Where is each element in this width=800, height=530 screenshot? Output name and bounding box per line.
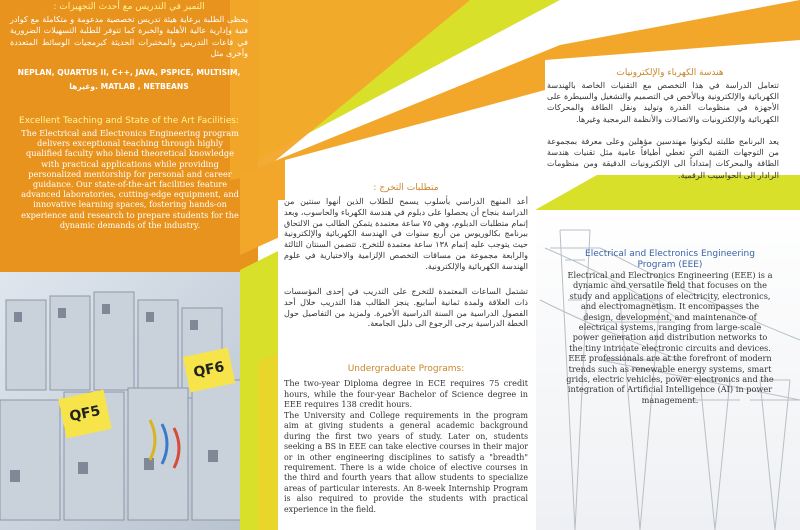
right-ar-body-1: تتعامل الدراسة في هذا التخصص مع التقنيات الخاصة بالهندسة الكهربائية والإلكترونية وبالأخص في التصميم والتشغيل والسيطرة على الأجهزة في منظومات القدرة وتوليد ونقل الطاقة والمحركات الكهربائية والإلكترونيات والاتصالات والأنظمة البرمجية وغيرها. [547,80,779,124]
right-en-heading: Electrical and Electronics Engineering Program (EEE) [585,249,755,270]
middle-panel [280,180,532,530]
middle-en-heading: Undergraduate Programs: [347,364,465,374]
left-ar-body: يحظى الطلبة برعاية هيئة تدريس تخصصية مدعومة و متكاملة مع كوادر فنية وإدارية عالية الأهلية والخبرة كما تتوفر للطلبة التسهيلات الضرورية في قاعات التدريس والمختبرات الحديثة كبرمجيات الوسائط المتعددة وأخرى مثل [10,14,248,58]
label-qf6-text: QF6 [192,358,226,382]
right-en-body: Electrical and Electronics Engineering (EEE) is a dynamic and versatile field that focuses on the study and applications of electricity, electronics, and electromagnetism. It encompasses the design, development, and maintenance of electrical systems, ranging from large-scale power generation and distribution networks to the tiny intricate electronic circuits and devices. EEE professionals are at the forefront of modern trends such as renewable energy systems, smart grids, electric vehicles, power electronics and the integration of Artificial Intelligence (AI) in power management. [566,270,774,405]
middle-ar-body-2: تشتمل الساعات المعتمدة للتخرج على التدريب في إحدى المؤسسات ذات العلاقة ولمدة ثمانية أسابيع. ينجز الطالب هذا التدريب خلال أحد الفصول الدراسية من السنة الدراسية الأخيرة. ولمزيد من التفاصيل حول الخطة الدراسية يرجى الرجوع الى دليل الجامعة. [284,286,528,329]
right-panel [545,60,795,530]
middle-en-body-1: The two-year Diploma degree in ECE requires 75 credit hours, while the four-year Bachelor of Science degree in EEE requires 138 credit hours. [284,378,528,410]
software-list-line2: وغيرها. MATLAB , NETBEANS [69,82,189,91]
right-ar-heading: هندسة الكهرباء والإلكترونيات [616,68,724,78]
lime-shape-bottom [258,352,280,530]
breaker-photo [0,272,262,530]
left-panel [0,0,258,270]
left-ar-heading: التميز في التدريس مع أحدث التجهيزات : [53,2,205,12]
label-qf5-text: QF5 [68,402,102,426]
software-list-line1: NEPLAN, QUARTUS II, C++, JAVA, PSPICE, MULTISIM, [17,68,241,77]
right-ar-body-2: يعد البرنامج طلبته ليكونوا مهندسين مؤهلين وعلى معرفة بمجموعة من التوجهات التقنية التي تغطي أطيافاً عامية مثل تقنيات هندسة الطاقة والمحركات إمتداداً الى الإلكترونيات الدقيقة ومن منظومات الرادار الى الحواسيب الرقمية. [547,136,779,180]
left-en-body: The Electrical and Electronics Engineering program delivers exceptional teaching through highly qualified faculty who blend theoretical knowledge with practical applications while providing personalized mentorship for personal and career guidance. Our state-of-the-art facilities feature advanced laboratories, cutting-edge equipment, and innovative learning spaces, fostering hands-on experience and research to prepare students for the dynamic demands of the industry. [21,128,239,230]
middle-ar-heading: متطلبات التخرج : [373,183,439,193]
middle-en-body-2: The University and College requirements in the program aim at giving students a general academic background during the first two years of study. Later on, students seeking a BS in EEE can take elective courses in their major or in other engineering disciplines to satisfy a "breadth" requirement. There is a wide choice of elective courses in the third and fourth years that allow students to specialize areas of particular interests. An 8-week Internship Program is also required to provide the students with practical experience in the field. [284,411,528,514]
left-en-heading: Excellent Teaching and State of the Art Facilities: [19,116,239,126]
middle-ar-body-1: أعد المنهج الدراسي بأسلوب يسمح للطلاب الذين أنهوا سنتين من الدراسة بنجاح أن يحصلوا على دبلوم في هندسة الكهرباء والحاسوب، وبعد إتمام متطلبات الدبلوم، وهي ٧٥ ساعة معتمدة يتمكن الطالب من الالتحاق ببرنامج بكالوريوس من أربع سنوات في الهندسة الكهربائية والإلكترونية حيث يتوجب عليه إتمام ١٣٨ ساعة معتمدة للتخرج. تتضمن السنتان الثالثة والرابعة مجموعة من مساقات التخصص الإلزامية والاختيارية في علوم الهندسة الكهربائية والإلكترونية. [284,196,528,271]
